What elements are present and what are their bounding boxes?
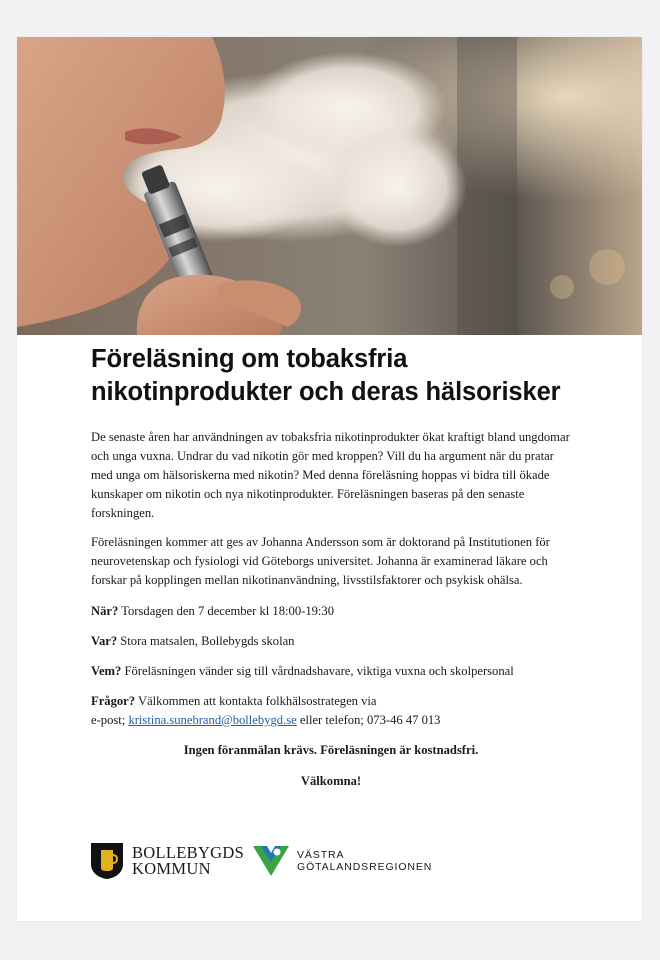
who-value: Föreläsningen vänder sig till vårdnadshavare, viktiga vuxna och skolpersonal bbox=[121, 664, 514, 678]
when-label: När? bbox=[91, 604, 119, 618]
vgr-name-line1: VÄSTRA bbox=[297, 849, 345, 861]
questions-line1: Välkommen att kontakta folkhälsostrategen via bbox=[135, 694, 377, 708]
poster-content bbox=[91, 343, 571, 791]
who-row bbox=[91, 662, 571, 681]
questions-row bbox=[91, 692, 571, 730]
intro-paragraph: De senaste åren har användningen av tobaksfria nikotinprodukter ökat kraftigt bland ungdomar och unga vuxna. Undrar du vad nikotin gör med kroppen? Vill du ha argument när du pratar med unga om hälsoriskerna med nikotin? Med denna föreläsning hoppas vi bidra till ökade kunskaper om nikotin och nya nikotinprodukter. Föreläsningen baseras på den senaste forskningen. bbox=[91, 430, 570, 520]
free-notice: Ingen föranmälan krävs. Föreläsningen är kostnadsfri. bbox=[183, 743, 479, 757]
questions-label: Frågor? bbox=[91, 694, 136, 708]
vgr-name-line2: GÖTALANDSREGIONEN bbox=[297, 861, 433, 873]
speaker-paragraph: Föreläsningen kommer att ges av Johanna Andersson som är doktorand på Institutionen för neurovetenskap och fysiologi vid Göteborgs universitet. Johanna är examinerad läkare och forskar på kopplingen mellan nikotinanvändning, livsstilsfaktorer och psykisk ohälsa. bbox=[91, 535, 550, 587]
where-value: Stora matsalen, Bollebygds skolan bbox=[117, 634, 295, 648]
who-label: Vem? bbox=[91, 664, 122, 678]
contact-email-link[interactable]: kristina.sunebrand@bollebygd.se bbox=[128, 713, 297, 727]
poster-sheet bbox=[17, 37, 642, 921]
questions-email-prefix: e-post; bbox=[91, 713, 129, 727]
bollebygd-name-line2: KOMMUN bbox=[132, 859, 211, 878]
where-row bbox=[91, 632, 571, 651]
vgr-logo bbox=[251, 842, 432, 880]
vgr-emblem-icon bbox=[251, 842, 291, 880]
bollebygd-crest-icon bbox=[90, 842, 124, 880]
bollebygd-name-line1: BOLLEBYGDS bbox=[132, 843, 245, 862]
poster-title: Föreläsning om tobaksfria nikotinprodukter och deras hälsorisker bbox=[91, 345, 561, 406]
logo-row bbox=[90, 842, 510, 886]
where-label: Var? bbox=[91, 634, 118, 648]
when-row bbox=[91, 602, 571, 621]
bollebygd-logo bbox=[90, 842, 244, 880]
questions-phone: eller telefon; 073-46 47 013 bbox=[296, 713, 441, 727]
header-photo bbox=[17, 37, 642, 335]
welcome-text: Välkomna! bbox=[300, 774, 362, 788]
when-value: Torsdagen den 7 december kl 18:00-19:30 bbox=[118, 604, 335, 618]
